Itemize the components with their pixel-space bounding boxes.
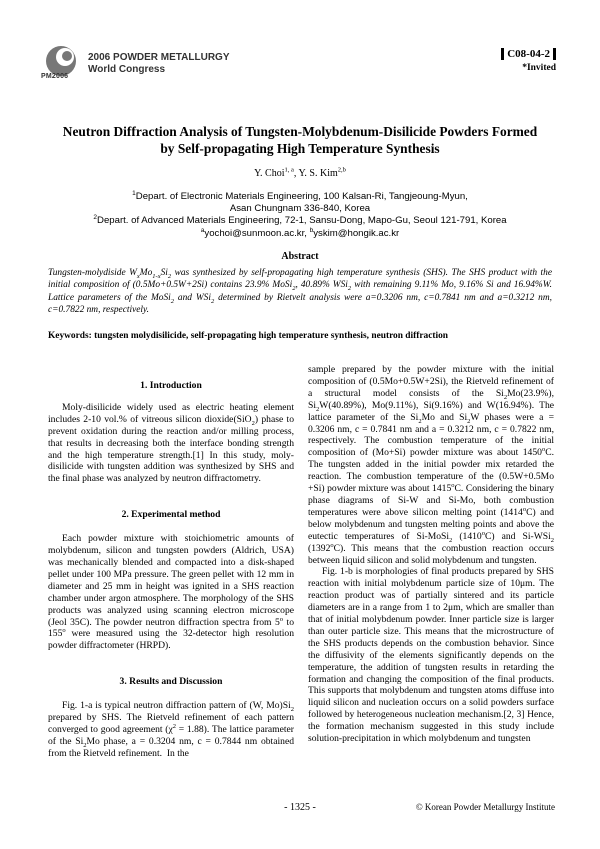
experimental-paragraph: Each powder mixture with stoichiometric amounts of molybdenum, silicon and tungsten powders (Aldrich, USA) was mechanically blended and compacted into a disk-shaped pellet under 100 MPa pressure. The green pellet with 12 mm in diameter and 25 mm in height was ignited in a SHS reaction chamber under argon atmosphere. The morphology of the SHS products was analyzed using scanning electron microscope (Jeol 35C). The powder neutron diffraction spectra from 5$^o$ to 155$^o$ were measured using the 32-detector high resolution powder diffractometer (HRPD). — [48, 533, 294, 652]
title-line-1: Neutron Diffraction Analysis of Tungsten-Molybdenum-Disilicide Powders Formed — [62, 124, 538, 139]
keywords: Keywords: tungsten molydisilicide, self-propagating high temperature synthesis, neutron diffraction — [48, 331, 449, 341]
conference-line-1: 2006 POWDER METALLURGY — [88, 52, 230, 63]
affiliations — [40, 191, 560, 240]
results-paragraph: Fig. 1-a is typical neutron diffraction pattern of (W, $Mo)Si_2$ prepared by SHS. The Rietveld refinement of each pattern converged to good agreement $(\chi^2 = 1.88)$. The lattice parameter of the $Si_2Mo$ phase, a = 0.3204 nm, c = 0.7844 nm obtained from the Rietveld refinement. In the — [48, 700, 294, 759]
results-heading: 3. Results and Discussion — [119, 676, 223, 688]
morphology-paragraph: Fig. 1-b is morphologies of final products prepared by SHS reaction with initial molybdenum particle size of 10μm. The reaction product was of partially sintered and its particle diameters are in a range from 1 to 2μm, which are smaller than that of initial molybdenum powder. Inner particle size is larger than outer particle size. This means that the microstructure of the SHS products depends on the combustion behavior. Since the diffusivity of the elements significantly depends on the temperature, the addition of tungsten results in retarding the formation and changing the composition of the final products. This supports that molybdenum and tungsten atoms diffuse into liquid silicon and nucleation occurs on a solid powders surface followed by heterogeneous nucleation mechanism.[2, 3] Hence, the formation mechanism suggested in this study include solution-precipitation in which molybdenum and tungsten — [308, 566, 554, 745]
logo-label: PM2006 — [41, 73, 69, 80]
experimental-heading: 2. Experimental method — [121, 509, 221, 521]
authors: Y. Choi$^{1, a}$, Y. S. Kim$^{2,b}$ — [254, 166, 346, 179]
conference-name — [88, 52, 230, 76]
abstract-heading: Abstract — [281, 251, 319, 262]
emails: $^a$yochoi@sunmoon.ac.kr, $^b$yskim@hongik.ac.kr — [200, 226, 400, 239]
title-line-2: by Self-propagating High Temperature Synthesis — [160, 141, 440, 156]
page-number: - 1325 - — [284, 802, 316, 813]
intro-paragraph: Moly-disilicide widely used as electric heating element includes 2-10 vol.% of vitreous silicon dioxide(SiO$_2$) phase to prevent oxidation during the reaction and/or milling process, that results in decreasing both the interface bonding strength and the high temperature strength.[1] In this study, moly-disilicide with tungsten addition was synthesized by SHS and the final phase was analyzed by neutron diffractometry. — [48, 401, 294, 485]
paper-code: C08-04-2 — [501, 48, 556, 60]
right-column — [308, 364, 554, 745]
affiliation-1-cont: Asan Chungnam 336-840, Korea — [229, 203, 371, 215]
affiliation-2: $^2$Depart. of Advanced Materials Engineering, 72-1, Sansu-Dong, Mapo-Gu, Seoul 121-791, Korea — [93, 214, 507, 227]
copyright: © Korean Powder Metallurgy Institute — [415, 802, 555, 812]
results-paragraph-cont: sample prepared by the powder mixture with the initial composition of (0.5Mo+0.5W+2Si), the Rietveld refinement of a structural model consists of the $Si_2Mo(23.9\%)$, $Si_2W(40.89\%)$, Mo(9.11%), Si(9.16%) and W(16.94%). The lattice parameter of the $Si_2Mo$ and $Si_2W$ phases were a = 0.3206 nm, c = 0.7841 nm and a = 0.3212 nm, c = 0.7822 nm, respectively. The combustion temperature of the initial composition of (Mo+Si) powder mixture was about 1450$^o$C. The tungsten added in the initial powder mix retarded the reaction. The combustion temperature of the (0.5W+0.5Mo +Si) powder mixture was about 1415$^o$C. Considering the binary phase diagrams of Si-W and Si-Mo, both combustion temperatures were above silicon melting point (1414$^o$C) and below molybdenum and tungsten melting points and above the eutectic temperatures of Si-MoSi$_2$ (1410$^o$C) and Si-WSi$_2$ (1392$^o$C). This means that the combustion reaction occurs between liquid silicon and solid molybdenum and tungsten. — [308, 364, 555, 566]
invited-label: *Invited — [522, 63, 556, 73]
intro-heading: 1. Introduction — [140, 380, 202, 391]
left-column — [48, 380, 294, 760]
paper-code-box — [501, 44, 556, 74]
affiliation-1: $^1$Depart. of Electronic Materials Engineering, 100 Kalsan-Ri, Tangjeoung-Myun, — [132, 189, 468, 202]
conference-line-2: World Congress — [88, 64, 166, 75]
paper-title — [40, 123, 560, 157]
abstract-text: Tungsten-molydiside $W_xMo_{1-x}Si_2$ was synthesized by self-propagating high temperature synthesis (SHS). The SHS product with the initial composition of (0.5Mo+0.5W+2Si) contains 23.9% MoSi$_2$, 40.89% WSi$_2$ with remaining 9.11% Mo, 9.16% Si and 16.94%W. Lattice parameters of the MoSi$_2$ and WSi$_2$ determined by Rietvelt analysis were a=0.3206 nm, c=0.7841 nm and a=0.3212 nm, c=0.7822 nm, respectively. — [48, 268, 552, 315]
